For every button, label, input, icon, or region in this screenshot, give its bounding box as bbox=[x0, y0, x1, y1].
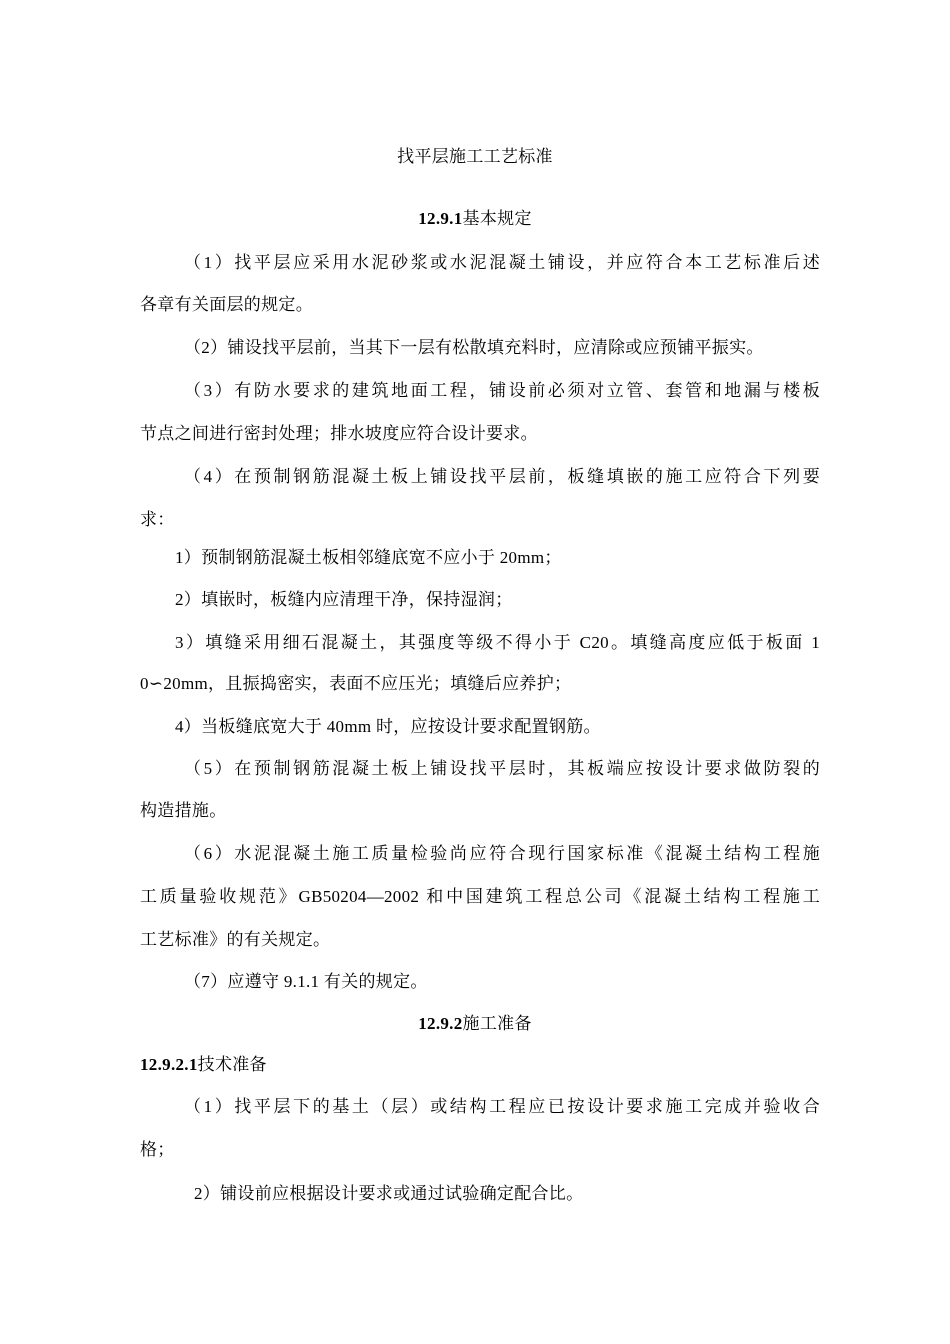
paragraph-4-line-2: 求： bbox=[140, 510, 175, 529]
section-title: 施工准备 bbox=[462, 1014, 532, 1033]
paragraph-3-line-1: （3）有防水要求的建筑地面工程，铺设前必须对立管、套管和地漏与楼板 bbox=[184, 381, 820, 400]
paragraph-6-line-3: 工艺标准》的有关规定。 bbox=[140, 930, 331, 949]
document-title: 找平层施工工艺标准 bbox=[397, 147, 553, 166]
section-number: 12.9.1 bbox=[418, 209, 463, 228]
sub-item-4: 4）当板缝底宽大于 40mm 时，应按设计要求配置钢筋。 bbox=[175, 717, 601, 736]
paragraph-2-line-1: （2）铺设找平层前，当其下一层有松散填充料时，应清除或应预铺平振实。 bbox=[184, 338, 764, 357]
section-title: 基本规定 bbox=[462, 209, 532, 228]
paragraph-1-line-1: （1）找平层应采用水泥砂浆或水泥混凝土铺设，并应符合本工艺标准后述 bbox=[184, 253, 820, 272]
prep-item-1-line-1: （1）找平层下的基土（层）或结构工程应已按设计要求施工完成并验收合 bbox=[184, 1097, 820, 1116]
subsection-heading-12-9-2-1 bbox=[140, 1054, 820, 1076]
prep-item-2: 2）铺设前应根据设计要求或通过试验确定配合比。 bbox=[194, 1184, 584, 1203]
subsection-number: 12.9.2.1 bbox=[140, 1055, 198, 1074]
paragraph-5-line-1: （5）在预制钢筋混凝土板上铺设找平层时，其板端应按设计要求做防裂的 bbox=[184, 759, 820, 778]
section-heading-12-9-2 bbox=[0, 1013, 950, 1035]
paragraph-1-line-2: 各章有关面层的规定。 bbox=[140, 295, 313, 314]
sub-item-3-line-1: 3）填缝采用细石混凝土，其强度等级不得小于 C20。填缝高度应低于板面 1 bbox=[175, 633, 820, 652]
sub-item-1: 1）预制钢筋混凝土板相邻缝底宽不应小于 20mm； bbox=[175, 548, 562, 567]
subsection-title: 技术准备 bbox=[197, 1055, 267, 1074]
paragraph-5-line-2: 构造措施。 bbox=[140, 801, 227, 820]
paragraph-3-line-2: 节点之间进行密封处理；排水坡度应符合设计要求。 bbox=[140, 424, 538, 443]
section-number: 12.9.2 bbox=[418, 1014, 463, 1033]
paragraph-7: （7）应遵守 9.1.1 有关的规定。 bbox=[184, 972, 428, 991]
prep-item-1-line-2: 格； bbox=[140, 1140, 175, 1159]
paragraph-6-line-2: 工质量验收规范》GB50204—2002 和中国建筑工程总公司《混凝土结构工程施工 bbox=[140, 887, 820, 906]
paragraph-4-line-1: （4）在预制钢筋混凝土板上铺设找平层前，板缝填嵌的施工应符合下列要 bbox=[184, 467, 820, 486]
sub-item-3-line-2: 0∽20mm，且振捣密实，表面不应压光；填缝后应养护； bbox=[140, 674, 572, 693]
sub-item-2: 2）填嵌时，板缝内应清理干净，保持湿润； bbox=[175, 590, 513, 609]
section-heading-12-9-1 bbox=[0, 208, 950, 230]
paragraph-6-line-1: （6）水泥混凝土施工质量检验尚应符合现行国家标准《混凝土结构工程施 bbox=[184, 844, 820, 863]
